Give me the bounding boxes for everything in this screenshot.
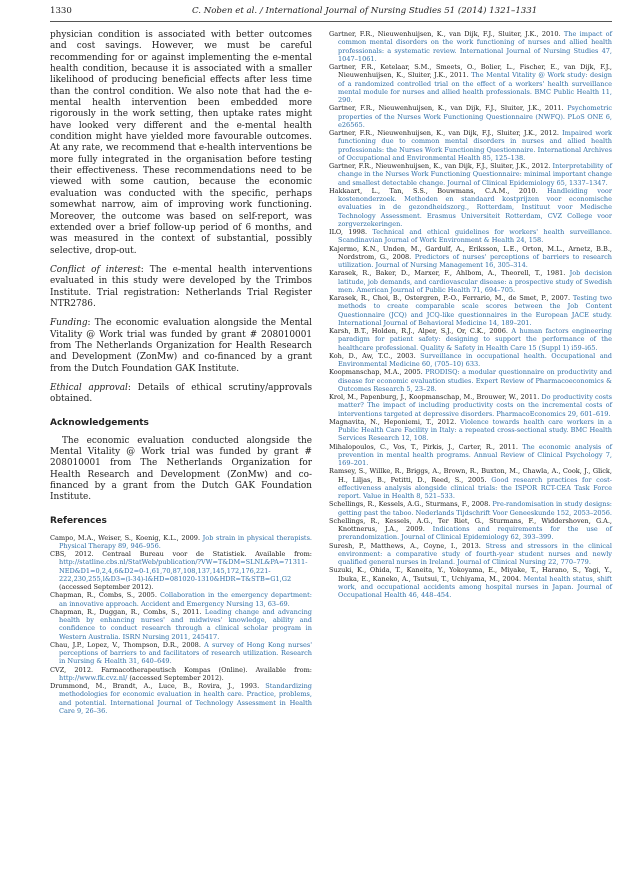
reference-entry: [50, 641, 312, 666]
reference-authors: Kajermo, K.N., Unden, M., Gardulf, A., Eriksson, L.E., Orton, M.L., Arnetz, B.B., Nordstrom, G., 2008.: [329, 244, 612, 261]
reference-link[interactable]: http://statline.cbs.nl/StatWeb/publication/?VW=T&DM=SLNL&PA=71311-NED&D1=0,2,4,6&D2=0-1,61,70,87,108,137,145,172,176,221-222,230,255,l&D3=(l-34)-l&HD=081020-1310&HDR=T&STB=G1,G2: [59, 558, 308, 583]
reference-link[interactable]: Pre-randomisation in study designs: getting past the taboo. Nederlands Tijdschrift Voor Geneeskunde 152, 2053–2056.: [338, 500, 613, 517]
reference-entry: [329, 368, 612, 393]
reference-authors: Koh, D., Aw, T.C., 2003.: [329, 351, 421, 360]
reference-link[interactable]: Violence towards health care workers in a Public Health Care Facility in Italy: a repeated cross-sectional study. BMC Health Services Research 12, 108.: [338, 417, 612, 443]
reference-authors: Hakkaart, L., Tan, S.S., Bouwmans, C.A.M., 2010.: [329, 186, 548, 195]
reference-link[interactable]: Stress and stressors in the clinical environment: a comparative study of fourth-year student nurses and newly qualified general nurses in Ireland. Journal of Clinical Nursing 22, 770–779.: [338, 541, 612, 566]
reference-link[interactable]: The Mental Vitality @ Work study: design of a randomized controlled trial on the effect of a workers' health surveillance mental module for nurses and allied health professionals. BMC Public Health 11, 290.: [338, 71, 612, 104]
running-header: [50, 6, 612, 20]
left-column: [50, 30, 312, 715]
reference-authors: Chapman, R., Combs, S., 2005.: [50, 591, 160, 600]
reference-link[interactable]: Collaboration in the emergency department: an innovative approach. Accident and Emergency Nursing 13, 63–69.: [59, 591, 312, 608]
body-paragraph: physician condition is associated with better outcomes and cost savings. However, we must be careful recommending for or against implementing the e-mental health condition, because it is associated with a smaller likelihood of producing beneficial effects after less time than the control condition. We also note that had the e-mental health intervention been embedded more rigorously in the work setting, then uptake rates might have looked very different and the e-mental health condition might have yielded more favourable outcomes. At any rate, we recommend that e-health interventions be more fully integrated in the organisation before testing their effectiveness. These recommendations need to be viewed with some caution, because the economic evaluation was conducted with the specific, perhaps somewhat narrow, aim of improving work functioning. Moreover, the outcome was based on self-report, was extended over a brief follow-up period of 6 months, and was measured in the context of substantial, possibly selective, drop-out.: [50, 30, 312, 256]
reference-authors: Chapman, R., Duggan, R., Combs, S., 2011.: [50, 607, 205, 616]
reference-entry: [329, 245, 612, 270]
reference-entry: [329, 418, 612, 443]
reference-list-right: [329, 30, 612, 599]
reference-suffix: (accessed September 2012).: [59, 583, 154, 592]
reference-entry: [329, 517, 612, 542]
reference-authors: Gartner, F.R., Nieuwenhuijsen, K., van Dijk, F.J., Sluiter, J.K., 2012.: [329, 129, 563, 137]
reference-entry: [329, 129, 612, 162]
reference-entry: [50, 682, 312, 715]
ethical-label: Ethical approval: [50, 382, 128, 393]
reference-entry: [329, 327, 612, 352]
reference-authors: CVZ, 2012. Farmacotherapeutisch Kompas (Online). Available from:: [50, 665, 312, 674]
funding-statement: [50, 318, 312, 375]
reference-link[interactable]: Job strain in physical therapists. Physical Therapy 89, 946–956.: [59, 533, 313, 550]
reference-authors: Koopmanschap, M.A., 2005.: [329, 368, 426, 377]
reference-entry: [50, 534, 312, 551]
reference-authors: Drummond, M., Brandt, A., Luce, B., Rovira, J., 1993.: [50, 682, 266, 691]
reference-entry: [50, 666, 312, 683]
ethical-text: : Details of ethical scrutiny/approvals obtained.: [50, 382, 312, 405]
reference-authors: Schellings, R., Kessels, A.G., Sturmans, F., 2008.: [329, 500, 493, 509]
reference-link[interactable]: Technical and ethical guidelines for workers' health surveillance. Scandinavian Journal of Work Environment & Health 24, 158.: [338, 228, 612, 245]
reference-entry: [329, 294, 612, 327]
reference-entry: [329, 187, 612, 228]
conflict-label: Conflict of interest: [50, 264, 141, 275]
reference-suffix: (accessed September 2012).: [127, 673, 224, 682]
reference-authors: Campo, M.A., Weiser, S., Koenig, K.L., 2009.: [50, 533, 203, 542]
funding-text: : The economic evaluation alongside the Mental Vitality @ Work trial was funded by grant # 208010001 from The Netherlands Organization for Health Research and Development (ZonMw) and co-financed by a grant from the Dutch Foundation GAK Institute.: [50, 318, 312, 374]
reference-authors: Suzuki, K., Ohida, T., Kaneita, Y., Yokoyama, E., Miyake, T., Harano, S., Yagi, Y., Ibuka, E., Kaneko, A., Tsutsui, T., Uchiyama, M., 2004.: [329, 566, 612, 583]
reference-authors: Schellings, R., Kessels, A.G., Ter Riet, G., Sturmans, F., Widdershoven, G.A., Knottnerus, J.A., 2009.: [329, 516, 612, 533]
reference-link[interactable]: Good research practices for cost-effectiveness analysis alongside clinical trials: the ISPOR RCT-CEA Task Force report. Value in Health 8, 521–533.: [338, 475, 612, 500]
header-rule: [50, 21, 612, 22]
reference-link[interactable]: Psychometric properties of the Nurses Work Functioning Questionnaire (NWFQ). PLoS ONE 6, e26565.: [338, 104, 612, 129]
reference-entry: [329, 269, 612, 294]
acknowledgements-heading: Acknowledgements: [50, 417, 149, 428]
reference-link[interactable]: Predictors of nurses' perceptions of barriers to research utilization. Journal of Nursing Management 16, 305–314.: [338, 252, 612, 269]
reference-link[interactable]: Surveillance in occupational health. Occupational and Environmental Medicine 60, (705–10) 633.: [338, 351, 613, 368]
funding-label: Funding: [50, 318, 88, 329]
reference-entry: [50, 591, 312, 608]
reference-authors: ILO, 1998.: [329, 228, 373, 236]
reference-entry: [329, 500, 612, 517]
reference-authors: Gartner, F.R., Nieuwenhuijsen, K., van Dijk, F.J., Sluiter, J.K., 2010.: [329, 30, 564, 38]
running-title: C. Noben et al. / International Journal of Nursing Studies 51 (2014) 1321–1331: [192, 6, 538, 16]
reference-link[interactable]: Impaired work functioning due to common mental disorders in nurses and allied health professionals: the Nurses Work Functioning Questionnaire. International Archives of Occupational and Environmental Health 85, 125–138.: [338, 129, 612, 162]
reference-entry: [329, 443, 612, 468]
reference-link[interactable]: Do productivity costs matter? The impact of including productivity costs on the incremental costs of interventions targeted at depressive disorders. PharmacoEconomics 29, 601–619.: [338, 393, 612, 418]
reference-authors: Suresh, P., Matthews, A., Coyne, I., 2013.: [329, 541, 486, 550]
acknowledgements-text: The economic evaluation conducted alongside the Mental Vitality @ Work trial was funded by grant # 208010001 from The Netherlands Organization for Health Research and Development (ZonMw) and co-financed by a grant from the Dutch GAK Foundation Institute.: [50, 435, 312, 503]
reference-link[interactable]: Testing two methods to create comparable scale scores between the Job Content Questionnaire (JCQ) and JCQ-like questionnaires in the European JACE study. International Journal of Behavioral Medicine 14, 189–201.: [338, 294, 613, 327]
reference-authors: Gartner, F.R., Ketelaar, S.M., Smeets, O., Bolier, L., Fischer, E., van Dijk, F.J., Nieuwenhuijsen, K., Sluiter, J.K., 2011.: [329, 63, 612, 80]
reference-link[interactable]: The economic analysis of prevention in mental health programs. Annual Review of Clinical Psychology 7, 169–201.: [338, 442, 612, 467]
reference-entry: [329, 104, 612, 129]
ethical-approval: [50, 383, 312, 406]
reference-link[interactable]: PRODISQ: a modular questionnaire on productivity and disease for economic evaluation studies. Expert Review of Pharmacoeconomics & Outcomes Research 5, 23–28.: [338, 368, 612, 393]
reference-entry: [329, 566, 612, 599]
reference-authors: Karasek, R., Baker, D., Marxer, F., Ahlbom, A., Theorell, T., 1981.: [329, 269, 570, 278]
references-heading: References: [50, 515, 107, 526]
page-number: 1330: [50, 6, 72, 16]
reference-authors: Krol, M., Papenburg, J., Koopmanschap, M., Brouwer, W., 2011.: [329, 393, 542, 401]
reference-authors: Gartner, F.R., Nieuwenhuijsen, K., van Dijk, F.J., Sluiter, J.K., 2012.: [329, 162, 553, 170]
reference-authors: CBS, 2012. Centraal Bureau voor de Statistiek. Available from:: [50, 550, 312, 559]
reference-entry: [329, 162, 612, 187]
reference-link[interactable]: Leading change and advancing health by enhancing nurses' and midwives' knowledge, ability and confidence to conduct research through a clinical scholar program in Western Australia. ISRN Nursing 2011, 245417.: [59, 607, 312, 641]
conflict-of-interest: [50, 265, 312, 310]
reference-entry: [50, 550, 312, 591]
reference-link[interactable]: Standardizing methodologies for economic evaluation in health care. Practice, problems, and potential. International Journal of Technology Assessment in Health Care 9, 26–36.: [59, 682, 312, 715]
reference-entry: [329, 542, 612, 567]
reference-link[interactable]: Handleiding voor kostenonderzoek. Methoden en standaard kostprijzen voor economische evaluaties in de gezondheidszorg., Rotterdam, Instituut voor Medische Technology Assessment. Erasmus Universiteit Rotterdam, CVZ College voor zorgverzekeringen.: [338, 186, 612, 228]
reference-entry: [329, 63, 612, 104]
reference-link[interactable]: Mental health status, shift work, and occupational accidents among hospital nurses in Japan. Journal of Occupational Health 46, 448–454.: [338, 574, 612, 599]
reference-authors: Gartner, F.R., Nieuwenhuijsen, K., van Dijk, F.J., Sluiter, J.K., 2011.: [329, 104, 568, 113]
reference-link[interactable]: A human factors engineering paradigm for patient safety: designing to support the performance of the healthcare professional. Quality & Safety in Health Care 15 (Suppl 1) i59–i65.: [338, 327, 612, 352]
reference-authors: Karasek, R., Choi, B., Ostergren, P.-O., Ferrario, M., de Smet, P., 2007.: [329, 294, 573, 302]
right-column: [329, 30, 612, 599]
reference-link[interactable]: Indications and requirements for the use of prerandomization. Journal of Clinical Epidemiology 62, 393–399.: [338, 525, 613, 542]
reference-authors: Mihalopoulos, C., Vos, T., Pirkis, J., Carter, R., 2011.: [329, 442, 523, 451]
reference-authors: Karsh, B.T., Holden, R.J., Alper, S.J., Or, C.K., 2006.: [329, 327, 512, 335]
reference-link[interactable]: http://www.fk.cvz.nl/: [59, 673, 128, 682]
reference-authors: Ramsey, S., Willke, R., Briggs, A., Brown, R., Buxton, M., Chawla, A., Cook, J., Glick, H., Liljas, B., Petitti, D., Reed, S., 2005.: [329, 467, 612, 484]
reference-entry: [50, 608, 312, 641]
reference-link[interactable]: Job decision latitude, job demands, and cardiovascular disease: a prospective study of Swedish men. American Journal of Public Health 71, 694–705.: [338, 269, 612, 294]
reference-link[interactable]: A survey of Hong Kong nurses' perceptions of barriers to and facilitators of research utilization. Research in Nursing & Health 31, 640–649.: [59, 640, 313, 666]
reference-link[interactable]: Interpretability of change in the Nurses Work Functioning Questionnaire: minimal important change and smallest detectable change. Journal of Clinical Epidemiology 65, 1337–1347.: [338, 162, 612, 187]
reference-authors: Magnavita, N., Heponiemi, T., 2012.: [329, 417, 461, 426]
reference-list-left: [50, 534, 312, 716]
reference-link[interactable]: The impact of common mental disorders on the work functioning of nurses and allied health professionals: a systematic review. International Journal of Nursing Studies 47, 1047–1061.: [338, 30, 612, 63]
reference-authors: Chau, J.P., Lopez, V., Thompson, D.R., 2008.: [50, 640, 205, 649]
reference-entry: [329, 467, 612, 500]
conflict-text: : The e-mental health interventions evaluated in this study were developed by the Trimbos Institute. Trial registration: Netherlands Trial Register NTR2786.: [50, 264, 312, 309]
reference-entry: [329, 393, 612, 418]
reference-entry: [329, 352, 612, 369]
reference-entry: [329, 30, 612, 63]
reference-entry: [329, 228, 612, 245]
